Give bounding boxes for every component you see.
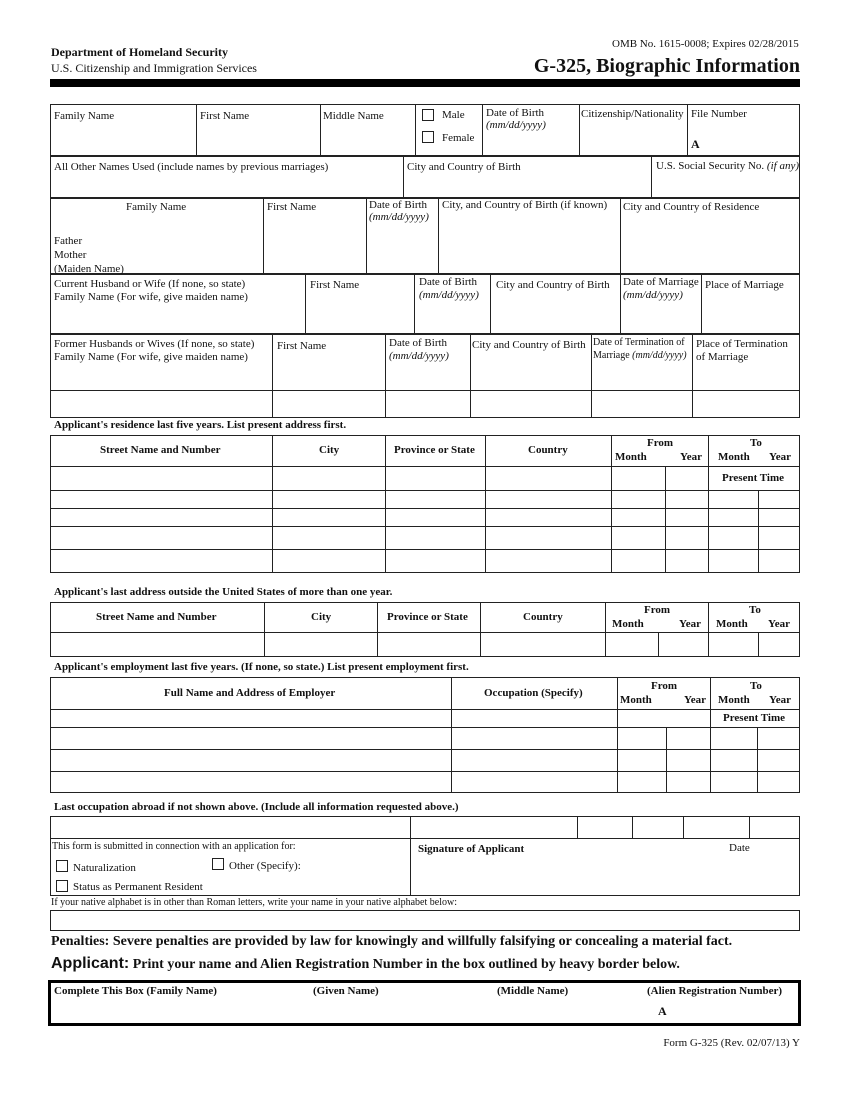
abroad-heading: Applicant's last address outside the United States of more than one year. [54, 586, 393, 598]
marriage-date-label: Date of Marriage [623, 276, 699, 288]
residence-country-header: Country [528, 444, 568, 456]
other-label: Other (Specify): [229, 860, 301, 872]
former-dob-label: Date of Birth [389, 337, 448, 349]
parents-first-name-label: First Name [267, 201, 317, 213]
header-rule [50, 79, 800, 87]
naturalization-label: Naturalization [73, 862, 136, 874]
parents-residence-label: City and Country of Residence [623, 201, 760, 213]
family-name-input[interactable] [51, 128, 195, 152]
employment-from-year: Year [684, 694, 706, 706]
form-title: G-325, Biographic Information [533, 55, 800, 77]
file-number-prefix: A [691, 137, 700, 151]
abroad-from-month: Month [612, 618, 644, 630]
file-number-label: File Number [691, 108, 747, 120]
spouse-dob-format: (mm/dd/yyyy) [419, 289, 479, 301]
complete-box-middle-label: (Middle Name) [497, 985, 569, 997]
penalties-notice: Penalties: Severe penalties are provided by law for knowingly and willfully falsifying or concealing a material fact. [51, 934, 733, 949]
residence-street-header: Street Name and Number [100, 444, 221, 456]
father-label: Father [54, 235, 83, 247]
birth-place-label: City and Country of Birth [407, 161, 521, 173]
parents-dob-label: Date of Birth [369, 199, 428, 211]
maiden-name-label: (Maiden Name) [54, 263, 124, 275]
alien-number-prefix: A [658, 1004, 667, 1018]
ssn-label: U.S. Social Security No. [656, 160, 765, 172]
employment-heading: Applicant's employment last five years. (If none, so state.) List present employment first. [54, 661, 469, 673]
middle-name-label: Middle Name [323, 110, 384, 122]
employer-header: Full Name and Address of Employer [164, 687, 336, 699]
ssn-input[interactable] [652, 176, 799, 196]
residence-to-month: Month [718, 451, 750, 463]
spouse-first-name-label: First Name [310, 279, 360, 291]
spouse-label-line1: Current Husband or Wife (If none, so state) [54, 278, 246, 290]
residence-city-header: City [319, 444, 340, 456]
signature-label: Signature of Applicant [418, 843, 525, 855]
permanent-resident-checkbox[interactable] [56, 880, 68, 892]
termination-place-label-2: of Marriage [696, 351, 749, 363]
employment-from-header: From [651, 680, 678, 692]
residence-from-month: Month [615, 451, 647, 463]
former-dob-format: (mm/dd/yyyy) [389, 350, 449, 362]
signature-date-label: Date [729, 842, 750, 854]
other-names-input[interactable] [51, 176, 402, 196]
termination-place-label: Place of Termination [696, 338, 788, 350]
complete-box-alien-label: (Alien Registration Number) [647, 985, 783, 997]
former-spouse-label-line2: Family Name (For wife, give maiden name) [54, 351, 248, 363]
abroad-from-year: Year [679, 618, 701, 630]
middle-name-input[interactable] [321, 128, 414, 152]
other-names-label: All Other Names Used (include names by previous marriages) [54, 161, 329, 173]
termination-date-format: (mm/dd/yyyy) [632, 350, 687, 361]
ssn-note: (if any) [766, 160, 799, 172]
birth-place-input[interactable] [404, 176, 650, 196]
permanent-resident-label: Status as Permanent Resident [73, 881, 203, 893]
residence-to-header: To [750, 437, 762, 449]
abroad-to-month: Month [716, 618, 748, 630]
parents-birth-label: City, and Country of Birth (if known) [442, 199, 608, 211]
omb-number: OMB No. 1615-0008; Expires 02/28/2015 [612, 38, 799, 50]
termination-date-label-2: Marriage [593, 350, 630, 361]
form-revision-footer: Form G-325 (Rev. 02/07/13) Y [663, 1037, 800, 1049]
native-alphabet-label: If your native alphabet is in other than Roman letters, write your name in your native alphabet below: [51, 897, 457, 908]
citizenship-label: Citizenship/Nationality [581, 108, 684, 120]
applicant-instruction: Print your name and Alien Registration Number in the box outlined by heavy border below. [129, 957, 680, 972]
employment-to-year: Year [769, 694, 791, 706]
spouse-birth-label: City and Country of Birth [496, 279, 610, 291]
naturalization-checkbox[interactable] [56, 860, 68, 872]
complete-box-given-label: (Given Name) [313, 985, 379, 997]
spouse-label-line2: Family Name (For wife, give maiden name) [54, 291, 248, 303]
parents-dob-format: (mm/dd/yyyy) [369, 211, 429, 223]
former-birth-label: City and Country of Birth [472, 339, 586, 351]
abroad-street-header: Street Name and Number [96, 611, 217, 623]
other-checkbox[interactable] [212, 858, 224, 870]
residence-heading: Applicant's residence last five years. List present address first. [54, 419, 347, 431]
abroad-to-header: To [749, 604, 761, 616]
employment-to-month: Month [718, 694, 750, 706]
female-checkbox[interactable] [422, 131, 434, 143]
complete-box-family-label: Complete This Box (Family Name) [54, 985, 217, 997]
submission-label: This form is submitted in connection with an application for: [52, 841, 296, 852]
former-spouse-label-line1: Former Husbands or Wives (If none, so state) [54, 338, 255, 350]
occupation-header: Occupation (Specify) [484, 687, 583, 699]
residence-to-year: Year [769, 451, 791, 463]
abroad-country-header: Country [523, 611, 563, 623]
department-name: Department of Homeland Security [51, 45, 228, 59]
residence-from-header: From [647, 437, 674, 449]
employment-to-header: To [750, 680, 762, 692]
marriage-place-label: Place of Marriage [705, 279, 784, 291]
dob-format: (mm/dd/yyyy) [486, 119, 546, 131]
abroad-to-year: Year [768, 618, 790, 630]
marriage-date-format: (mm/dd/yyyy) [623, 289, 683, 301]
spouse-dob-label: Date of Birth [419, 276, 478, 288]
last-occupation-heading: Last occupation abroad if not shown above. (Include all information requested above.) [54, 801, 459, 813]
first-name-input[interactable] [197, 128, 319, 152]
agency-name: U.S. Citizenship and Immigration Services [51, 61, 257, 75]
family-name-label: Family Name [54, 110, 115, 122]
residence-province-header: Province or State [394, 444, 475, 456]
male-label: Male [442, 109, 465, 121]
residence-from-year: Year [680, 451, 702, 463]
abroad-from-header: From [644, 604, 671, 616]
former-first-name-label: First Name [277, 340, 327, 352]
native-alphabet-input[interactable] [52, 912, 798, 929]
employment-from-month: Month [620, 694, 652, 706]
employment-present-time: Present Time [723, 712, 786, 724]
abroad-city-header: City [311, 611, 332, 623]
applicant-lead: Applicant: [51, 955, 130, 972]
termination-date-label: Date of Termination of [593, 337, 685, 348]
first-name-label: First Name [200, 110, 250, 122]
mother-label: Mother [54, 249, 87, 261]
residence-present-time: Present Time [722, 472, 785, 484]
dob-label: Date of Birth [486, 107, 545, 119]
male-checkbox[interactable] [422, 109, 434, 121]
female-label: Female [442, 132, 475, 144]
parents-family-name-label: Family Name [126, 201, 187, 213]
abroad-province-header: Province or State [387, 611, 468, 623]
